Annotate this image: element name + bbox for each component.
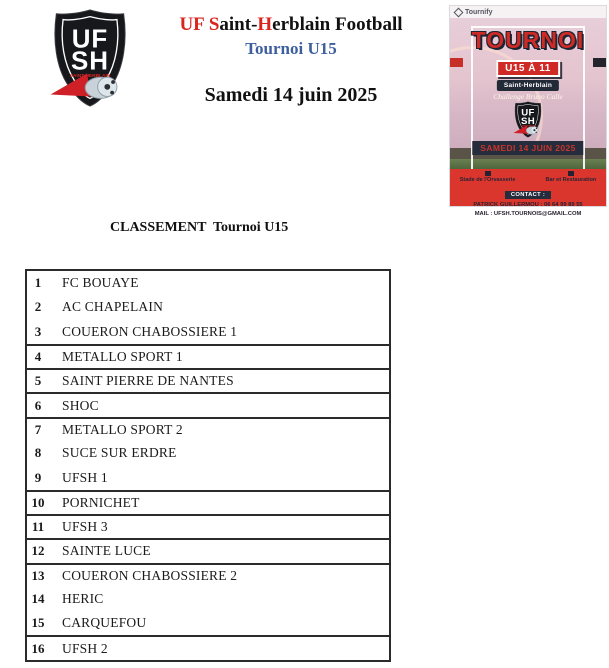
food-label: Bar et Restauration bbox=[545, 177, 597, 183]
team-cell: SAINTE LUCE bbox=[62, 543, 151, 559]
restaurant-icon bbox=[568, 171, 574, 176]
team-cell: PORNICHET bbox=[62, 494, 140, 510]
title-part: erblain Football bbox=[272, 14, 403, 35]
team-cell: METALLO SPORT 1 bbox=[62, 349, 183, 365]
contact-phone: PATRICK GUILLERMOU : 06 64 99 89 55 bbox=[473, 202, 583, 208]
rank-cell: 9 bbox=[34, 469, 42, 485]
team-cell: AC CHAPELAIN bbox=[62, 299, 164, 315]
rank-cell: 1 bbox=[34, 275, 42, 291]
brand-name: Tournify bbox=[465, 8, 493, 16]
food-item bbox=[545, 171, 596, 183]
rank-cell: 7 bbox=[34, 421, 42, 437]
rank-cell: 13 bbox=[31, 567, 45, 583]
poster-photo bbox=[450, 18, 606, 169]
venue-item bbox=[460, 171, 516, 183]
team-cell: HERIC bbox=[62, 591, 104, 606]
poster-date-banner: SAMEDI 14 JUIN 2025 bbox=[472, 141, 583, 155]
page-title bbox=[135, 14, 447, 36]
ranking-table bbox=[25, 269, 391, 662]
rank-cell: 2 bbox=[34, 299, 42, 315]
table-row bbox=[27, 465, 389, 489]
table-row bbox=[27, 587, 389, 611]
team-cell: METALLO SPORT 2 bbox=[62, 421, 183, 437]
ranking-heading: CLASSEMENT Tournoi U15 bbox=[110, 220, 289, 235]
club-crest-logo bbox=[46, 8, 134, 108]
table-row bbox=[27, 611, 389, 635]
category-badge: U15 À 11 bbox=[496, 60, 560, 77]
title-part: aint- bbox=[219, 14, 258, 35]
stadium-icon bbox=[485, 171, 491, 176]
rank-cell: 14 bbox=[31, 591, 45, 606]
rank-cell: 3 bbox=[34, 323, 42, 339]
event-date: Samedi 14 juin 2025 bbox=[204, 84, 378, 106]
title-part: S bbox=[208, 14, 220, 35]
team-cell: COUERON CHABOSSIERE 1 bbox=[62, 323, 238, 339]
table-row bbox=[27, 295, 389, 319]
table-row bbox=[27, 320, 389, 344]
poster-info-band bbox=[450, 169, 606, 217]
table-row bbox=[27, 635, 389, 659]
team-cell: COUERON CHABOSSIERE 2 bbox=[62, 567, 238, 583]
team-cell: UFSH 1 bbox=[62, 469, 108, 485]
poster-title: TOURNOI bbox=[471, 27, 585, 53]
table-row bbox=[27, 392, 389, 416]
rank-cell: 4 bbox=[34, 349, 42, 365]
title-part: H bbox=[257, 14, 273, 35]
rank-cell: 10 bbox=[31, 494, 45, 510]
amenities-row bbox=[450, 169, 606, 183]
team-cell: UFSH 2 bbox=[62, 640, 108, 656]
team-cell: UFSH 3 bbox=[62, 519, 108, 535]
table-row bbox=[27, 417, 389, 441]
rank-cell: 16 bbox=[31, 640, 45, 656]
table-row bbox=[27, 490, 389, 514]
document-header bbox=[135, 14, 447, 107]
table-row bbox=[27, 271, 389, 295]
team-cell: SUCE SUR ERDRE bbox=[62, 445, 177, 461]
contact-mail: MAIL : UFSH.TOURNOIS@GMAIL.COM bbox=[474, 210, 582, 217]
table-row bbox=[27, 344, 389, 368]
challenge-line: Challenge Bruno Calle bbox=[493, 92, 563, 101]
contact-label: CONTACT : bbox=[505, 191, 551, 199]
rank-cell: 11 bbox=[31, 519, 45, 535]
table-row bbox=[27, 563, 389, 587]
table-row bbox=[27, 368, 389, 392]
team-cell: SHOC bbox=[62, 397, 99, 413]
rank-cell: 5 bbox=[34, 373, 42, 389]
team-cell: CARQUEFOU bbox=[62, 615, 147, 631]
poster-brand-bar bbox=[450, 6, 606, 18]
table-row bbox=[27, 514, 389, 538]
venue-label: Stade de l'Orvasserie bbox=[459, 177, 516, 183]
right-accent-tab bbox=[593, 58, 606, 67]
rank-cell: 6 bbox=[34, 397, 42, 413]
tournify-icon bbox=[454, 7, 464, 17]
title-part: UF bbox=[179, 14, 205, 35]
table-row bbox=[27, 538, 389, 562]
city-badge: Saint-Herblain bbox=[497, 80, 559, 91]
team-cell: SAINT PIERRE DE NANTES bbox=[62, 373, 234, 389]
table-row bbox=[27, 441, 389, 465]
rank-cell: 12 bbox=[31, 543, 45, 559]
tournament-poster bbox=[449, 5, 607, 217]
page-subtitle: Tournoi U15 bbox=[245, 39, 337, 58]
team-cell: FC BOUAYE bbox=[62, 275, 139, 291]
left-accent-tab bbox=[450, 58, 463, 67]
rank-cell: 8 bbox=[34, 445, 42, 461]
rank-cell: 15 bbox=[31, 615, 45, 631]
poster-club-logo bbox=[512, 101, 544, 138]
